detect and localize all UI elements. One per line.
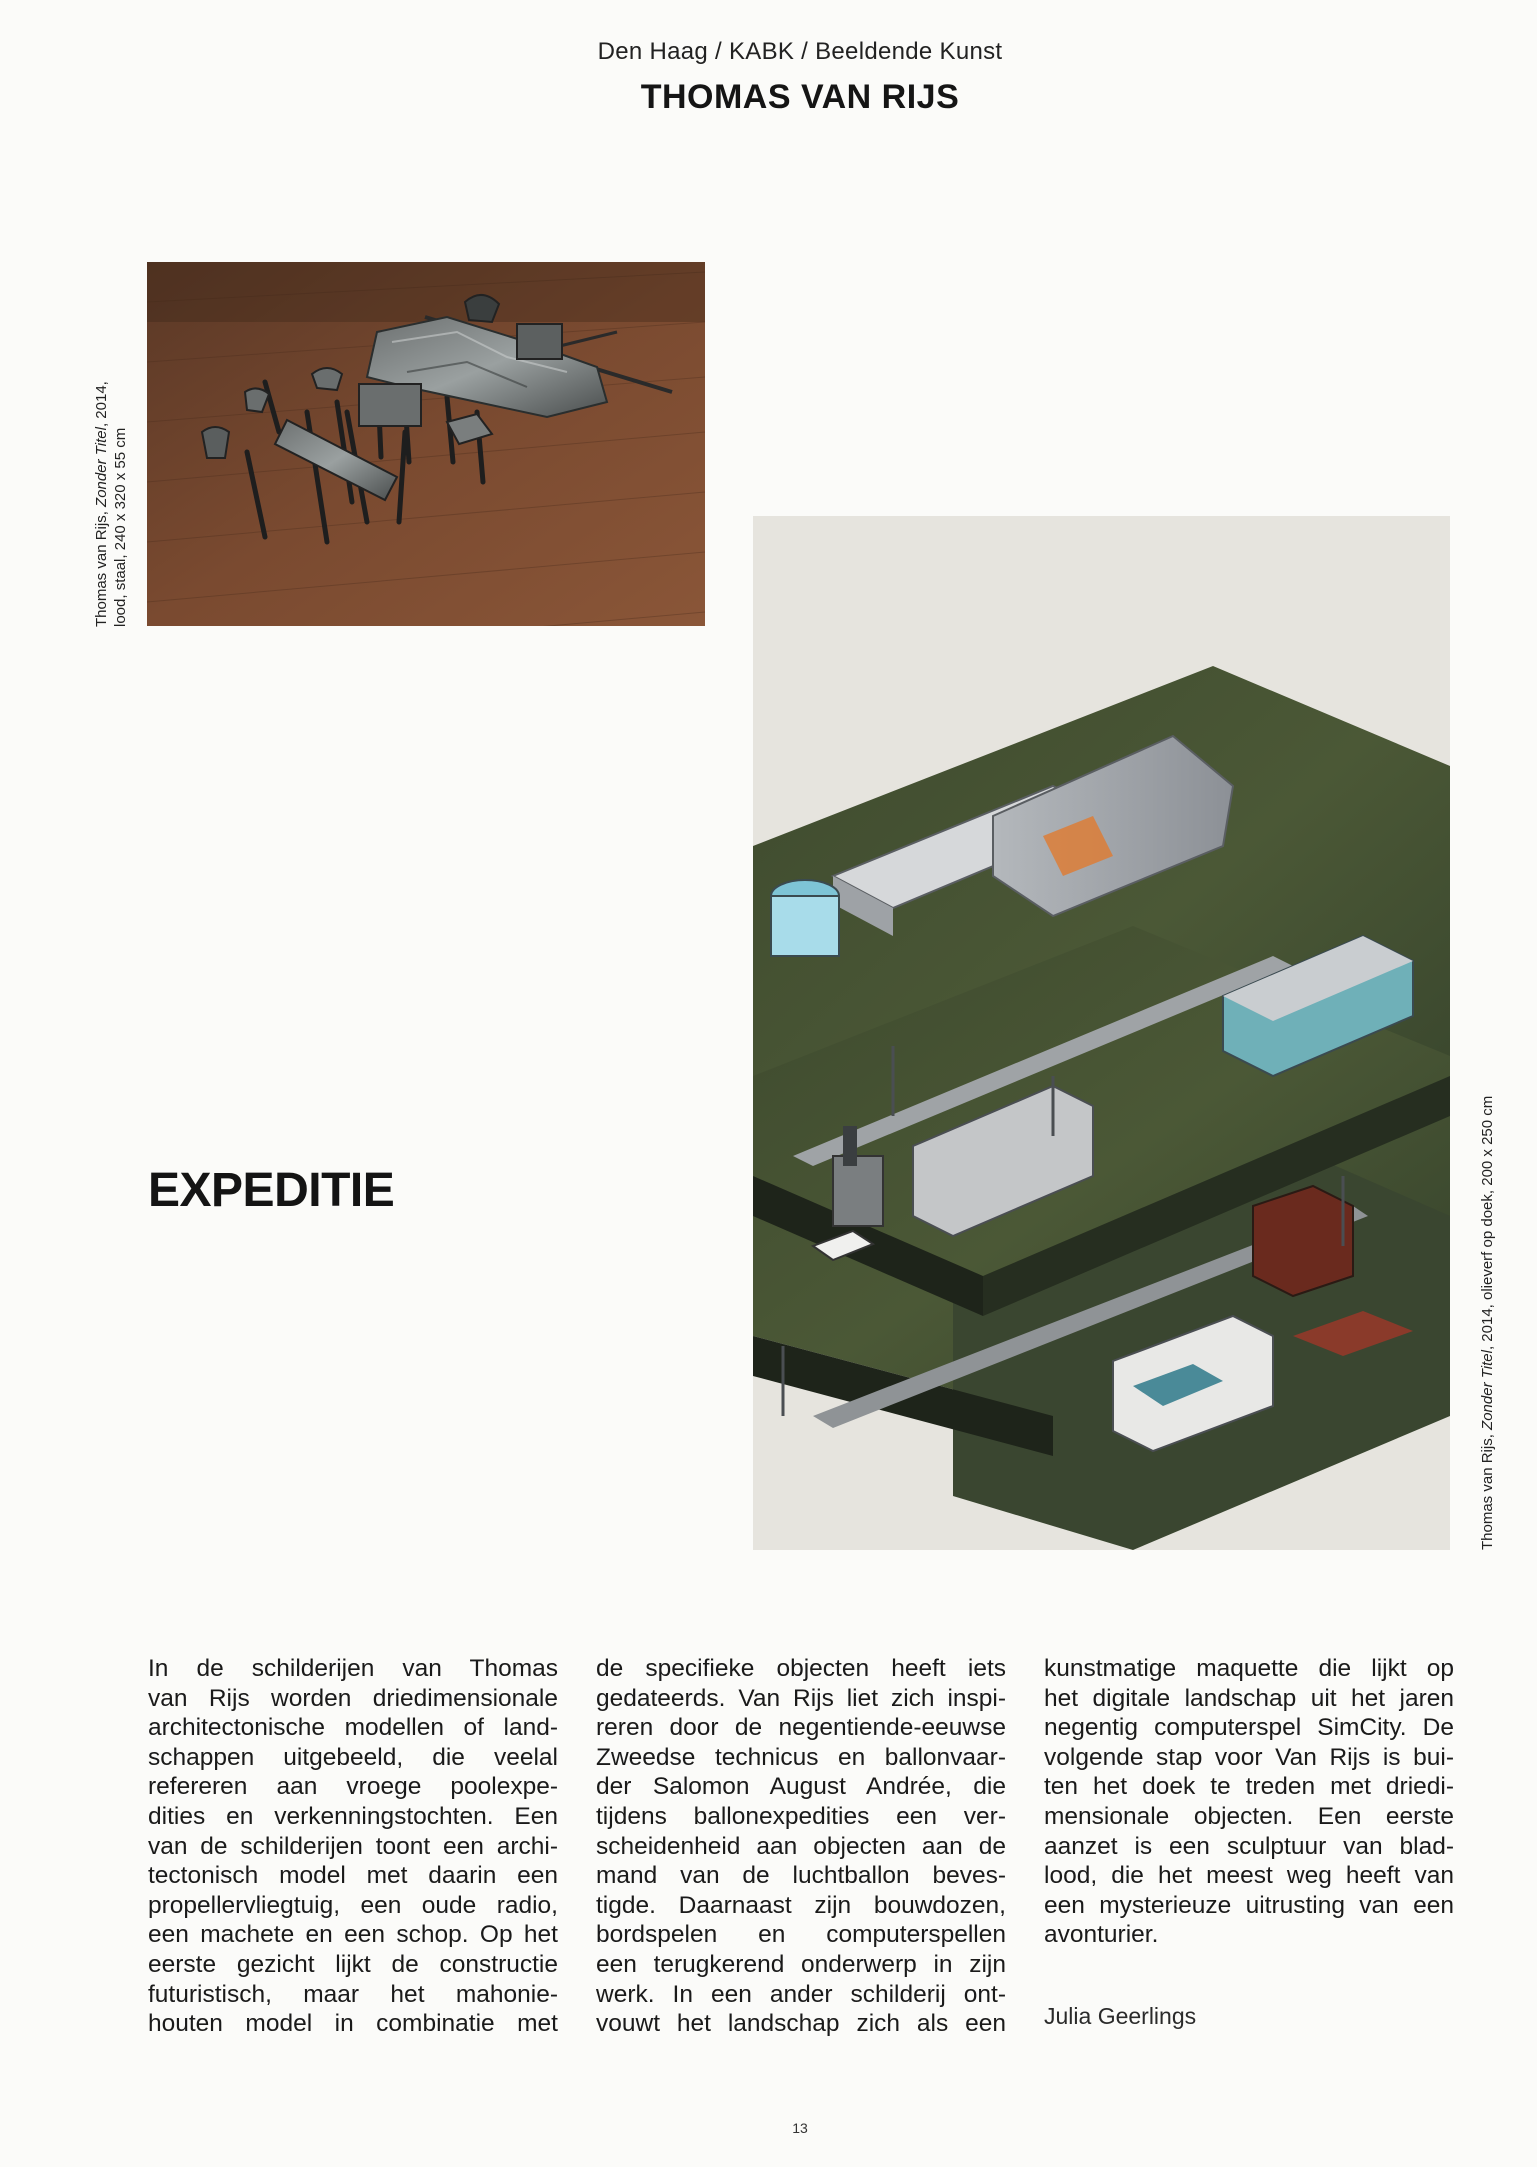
painting-photo <box>753 516 1450 1550</box>
sculpture-photo <box>147 262 705 626</box>
body-line: van de schilderijen toont een archi- <box>148 1832 558 1860</box>
body-line: lood, die het meest weg heeft van <box>1044 1862 1454 1890</box>
body-line: reren door de negentiende-eeuwse <box>596 1714 1006 1742</box>
body-line: scheidenheid aan objecten aan de <box>596 1832 1006 1860</box>
body-line: een mysterieuze uitrusting van een <box>1044 1891 1454 1919</box>
body-line: van Rijs worden driedimensionale <box>148 1684 558 1712</box>
body-line: eerste gezicht lijkt de constructie <box>148 1950 558 1978</box>
body-line: tijdens ballonexpedities een ver- <box>596 1802 1006 1830</box>
author-byline: Julia Geerlings <box>1044 2003 1197 2029</box>
body-line: een machete en een schop. Op het <box>148 1921 558 1949</box>
body-line: propellervliegtuig, een oude radio, <box>148 1891 558 1919</box>
body-line: der Salomon August Andrée, die <box>596 1773 1006 1801</box>
painting-photo-icon <box>753 516 1450 1550</box>
body-line: refereren aan vroege poolexpe- <box>148 1773 558 1801</box>
section-kicker: Den Haag / KABK / Beeldende Kunst <box>597 38 1003 65</box>
artist-name-title: THOMAS VAN RIJS <box>640 78 960 116</box>
article-headline: EXPEDITIE <box>148 1164 395 1217</box>
body-line: futuristisch, maar het mahonie- <box>148 1980 558 2008</box>
body-line: een terugkerend onderwerp in zijn <box>596 1950 1006 1978</box>
body-column-2 <box>596 1654 1006 2039</box>
body-line: mand van de luchtballon beves- <box>596 1862 1006 1890</box>
body-line: kunstmatige maquette die lijkt op <box>1044 1655 1454 1682</box>
sculpture-caption: Thomas van Rijs, Zonder Titel, 2014, lood, staal, 240 x 320 x 55 cm <box>93 381 129 627</box>
body-line: tigde. Daarnaast zijn bouwdozen, <box>596 1891 1006 1919</box>
body-line: gedateerds. Van Rijs liet zich inspi- <box>596 1684 1006 1712</box>
body-line: houten model in combinatie met <box>148 2010 558 2038</box>
body-line: bordspelen en computerspellen <box>596 1921 1006 1949</box>
body-line: aanzet is een sculptuur van blad- <box>1044 1832 1454 1860</box>
body-line: vouwt het landschap zich als een <box>596 2010 1006 2038</box>
sculpture-photo-icon <box>147 262 705 626</box>
body-line: negentig computerspel SimCity. De <box>1044 1714 1454 1742</box>
page-number: 13 <box>792 2120 808 2136</box>
body-column-3 <box>1044 1654 1454 1950</box>
body-line: schappen uitgebeeld, die veelal <box>148 1743 558 1771</box>
body-line: tectonisch model met daarin een <box>148 1862 558 1890</box>
body-line: architectonische modellen of land- <box>148 1714 558 1742</box>
body-line: In de schilderijen van Thomas <box>148 1655 558 1682</box>
body-line: de specifieke objecten heeft iets <box>596 1655 1006 1682</box>
body-line: werk. In een ander schilderij ont- <box>596 1980 1006 2008</box>
body-line: volgende stap voor Van Rijs is bui- <box>1044 1743 1454 1771</box>
body-line: mensionale objecten. Een eerste <box>1044 1802 1454 1830</box>
body-line: Zweedse technicus en ballonvaar- <box>596 1743 1006 1771</box>
body-line: ten het doek te treden met driedi- <box>1044 1773 1454 1801</box>
painting-caption: Thomas van Rijs, Zonder Titel, 2014, olieverf op doek, 200 x 250 cm <box>1479 1095 1496 1550</box>
body-line: avonturier. <box>1044 1921 1159 1949</box>
body-column-1 <box>148 1654 558 2039</box>
body-line: dities en verkenningstochten. Een <box>148 1802 558 1830</box>
body-line: het digitale landschap uit het jaren <box>1044 1684 1454 1712</box>
